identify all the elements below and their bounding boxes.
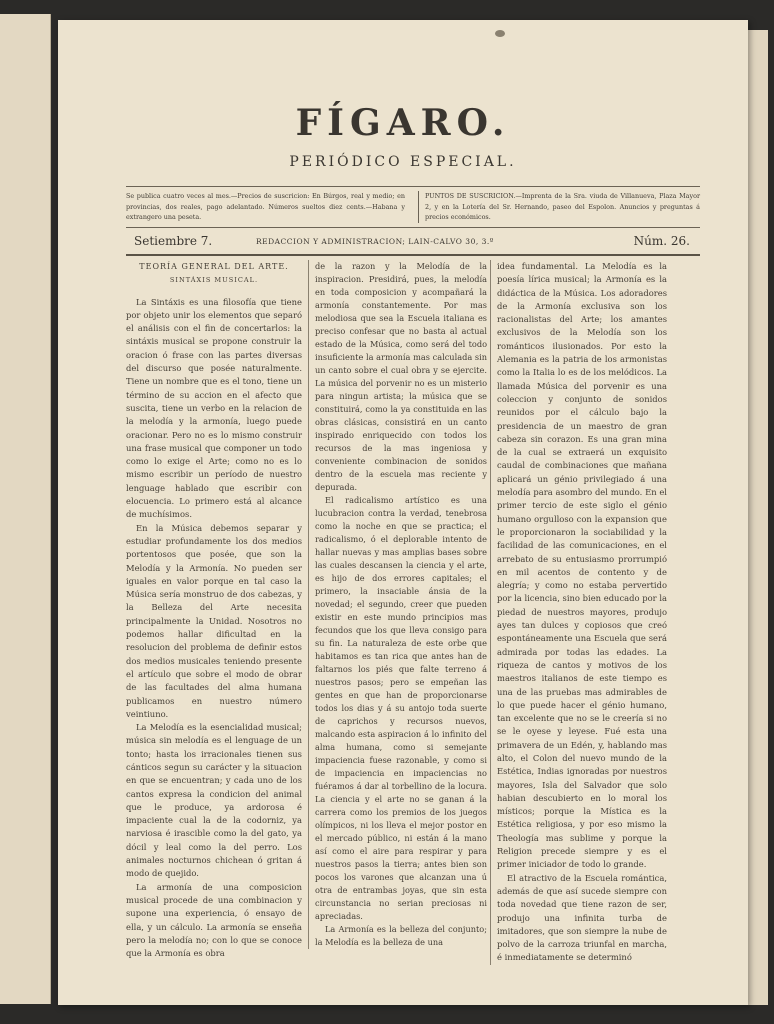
pricing-info: Se publica cuatro veces al mes.—Precios de suscricion: En Búrgos, real y medio; en provincias, dos reales, pago adelantado. Números sueltos diez cents.—Habana y extrangero una peseta.	[126, 192, 405, 221]
paragraph: de la razon y la Melodía de la inspiracion. Presidirá, pues, la melodía en toda composicion y acompañará la armonía constantemente. Por mas melodiosa que sea la Escuela italiana es preciso confesar que no basta al actual estado de la Música, como será del todo insuficiente la armonía mas calculada sin un canto sobre el cual obra y se ejercite. La música del porvenir no es un misterio para ningun artista; la música que se constituirá, como la ya constituida en las obras clásicas, consistirá en un canto inspirado enriquecido con todos los recursos de la mas ingeniosa y conveniente combinacion de sonidos dentro de la escuela mas reciente y depurada.	[315, 261, 487, 492]
newspaper-page	[58, 20, 748, 1005]
binding-hole	[495, 30, 505, 37]
paragraph: La Armonía es la belleza del conjunto; la Melodía es la belleza de una	[315, 924, 487, 947]
paragraph: En la Música debemos separar y estudiar profundamente los dos medios portentosos que posée, que son la Melodía y la Armonía. No pueden ser iguales en valor porque en tal caso la Música sería monstruo de dos cabezas, y la Belleza del Arte necesita principalmente la Unidad. Nosotros no podemos hallar dificultad en la resolucion del problema de definir estos dos medios musicales teniendo presente el artículo que sobre el modo de obrar de las facultades del alma humana publicamos en nuestro número veintiuno.	[126, 522, 302, 719]
issue-date: Setiembre 7.	[134, 234, 213, 248]
issue-number: Núm. 26.	[633, 234, 690, 248]
article-subtitle: SINTÁXIS MUSICAL.	[169, 276, 259, 285]
paragraph: idea fundamental. La Melodía es la poesía lírica musical; la Armonía es la didáctica de la Música. Los adoradores de la Armonía exclusiva son los racionalistas del Arte; los amantes exclusivos de la Melodía son los románticos ilusionados. Por esto la Alemania es la patria de los armonistas como la Italia lo es de los melódicos. La llamada Música del porvenir es una coleccion y conjunto de sonidos reunidos por el cálculo bajo la presidencia de un maestro de gran cabeza sin corazon. Es una gran mina de la cual se extraerá un exquisito caudal de combinaciones que mañana aplicará un génio privilegiado á una melodía para asombro del mundo. En el primer tercio de este siglo el génio humano orgulloso con la expansion que le proporcionaron la sociabilidad y la facilidad de las comunicaciones, en el arrebato de su entusiasmo prorrumpió en mil acentos de contento y de alegría; y como no estaba pervertido por la licencia, sino bien educado por la piedad de nuestros mayores, produjo ayes tan dulces y copiosos que creó espontáneamente una Escuela que será admirada por todas las edades. La riqueza de cantos y motivos de los maestros italianos de este tiempo es una de las pruebas mas admirables de lo que puede hacer el génio humano, tan excelente que no se le creería si no se le oyese y leyese. Fué esta una primavera de un Edén, y, hablando mas alto, el Colon del nuevo mundo de la Estética, Indias ignoradas por nuestros mayores, Isla del Salvador que solo habian descubierto en lo moral los místicos; porque la Mística es la Estética religiosa, y por eso mismo la Theología mas sublime y porque la Religion precede siempre y es el primer iniciador de todo lo grande.	[497, 261, 667, 870]
paragraph: La Melodía es la esencialidad musical; música sin melodía es el lenguage de un tonto; hasta los irracionales tienen sus cánticos segun su carácter y la situacion en que se encuentran; y cada uno de los cantos expresa la condicion del animal que le produce, ya ardorosa é impaciente cual la de la codorniz, ya narviosa é irascible como la del gato, ya dócil y leal como la del perro. Los animales nocturnos chichean ó gritan á modo de quejido.	[126, 722, 302, 879]
subscription-points: PUNTOS DE SUSCRICION.—Imprenta de la Sra. viuda de Villanueva, Plaza Mayor 2, y en la Lotería del Sr. Hernando, paseo del Espolon. Anuncios y preguntas á precios económicos.	[418, 191, 700, 223]
paragraph: La armonía de una composicion musical procede de una combinacion y supone una experiencia, ó ensayo de ella, y un cálculo. La armonía se enseña pero la melodía no; con lo que se conoce que la Armonía es obra	[126, 881, 302, 959]
masthead-title: FÍGARO.	[295, 102, 511, 144]
paragraph: La Sintáxis es una filosofía que tiene por objeto unir los elementos que separó el análisis con el fin de concertarlos: la sintáxis musical se propone construir la oracion ó frase con las partes diversas del discurso que posée naturalmente. Tiene un nombre que es el tono, tiene un término de su accion en el afecto que suscita, tiene un verbo en la relacion de la melodía y la armonía, luego puede oracionar. Pero no es lo mismo construir una frase musical que componer un todo como lo exige el Arte; como no es lo mismo escribir un período de nuestro lenguage hablado que escribir con elocuencia. Lo primero está al alcance de muchísimos.	[126, 296, 302, 520]
underlying-page-left	[0, 14, 51, 1004]
masthead-subtitle: PERIÓDICO ESPECIAL.	[289, 154, 517, 170]
column-1	[126, 260, 302, 960]
column-3	[490, 260, 667, 965]
article-title: TEORÍA GENERAL DEL ARTE.	[139, 262, 289, 271]
dateline	[126, 230, 700, 256]
paragraph: El atractivo de la Escuela romántica, además de que así sucede siempre con toda novedad que tiene razon de ser, produjo una infinita turba de imitadores, que son siempre la nube de polvo de la carroza triunfal en marcha, é inmediatamente se determinó	[497, 872, 667, 963]
office-address: REDACCION Y ADMINISTRACION; LAIN-CALVO 30, 3.º	[256, 237, 494, 246]
column-2	[308, 260, 487, 949]
subscription-info	[126, 186, 700, 228]
paragraph: El radicalismo artístico es una lucubracion contra la verdad, tenebrosa como la noche en que se practica; el radicalismo, ó el deplorable intento de hallar nuevas y mas amplias bases sobre las cuales descansen la ciencia y el arte, es hijo de dos errores capitales; el primero, la insaciable ánsia de la novedad; el segundo, creer que pueden existir en este mundo principios mas fecundos que los que lleva consigo para su fin. La naturaleza de este orbe que habitamos es tan rica que antes han de faltarnos los piés que falte terreno á nuestros pasos; pero se empeñan las gentes en que han de proporcionarse todos los dias y á su antojo toda suerte de caprichos y recursos nuevos, malcando esta aspiracion á lo infinito del alma humana, como si semejante impaciencia fuese razonable, y como si de impaciencia en impaciencias no fuéramos á dar al torbellino de la locura. La ciencia y el arte no se ganan á la carrera como los premios de los juegos olímpicos, ni los lleva el mejor postor en el mercado público, ni están á la mano así como el aire para respirar y para nuestros pasos la tierra; antes bien son pocos los varones que alcanzan una ú otra de entrambas joyas, que sin esta circunstancia no serian preciosas ni apreciadas.	[315, 495, 487, 921]
